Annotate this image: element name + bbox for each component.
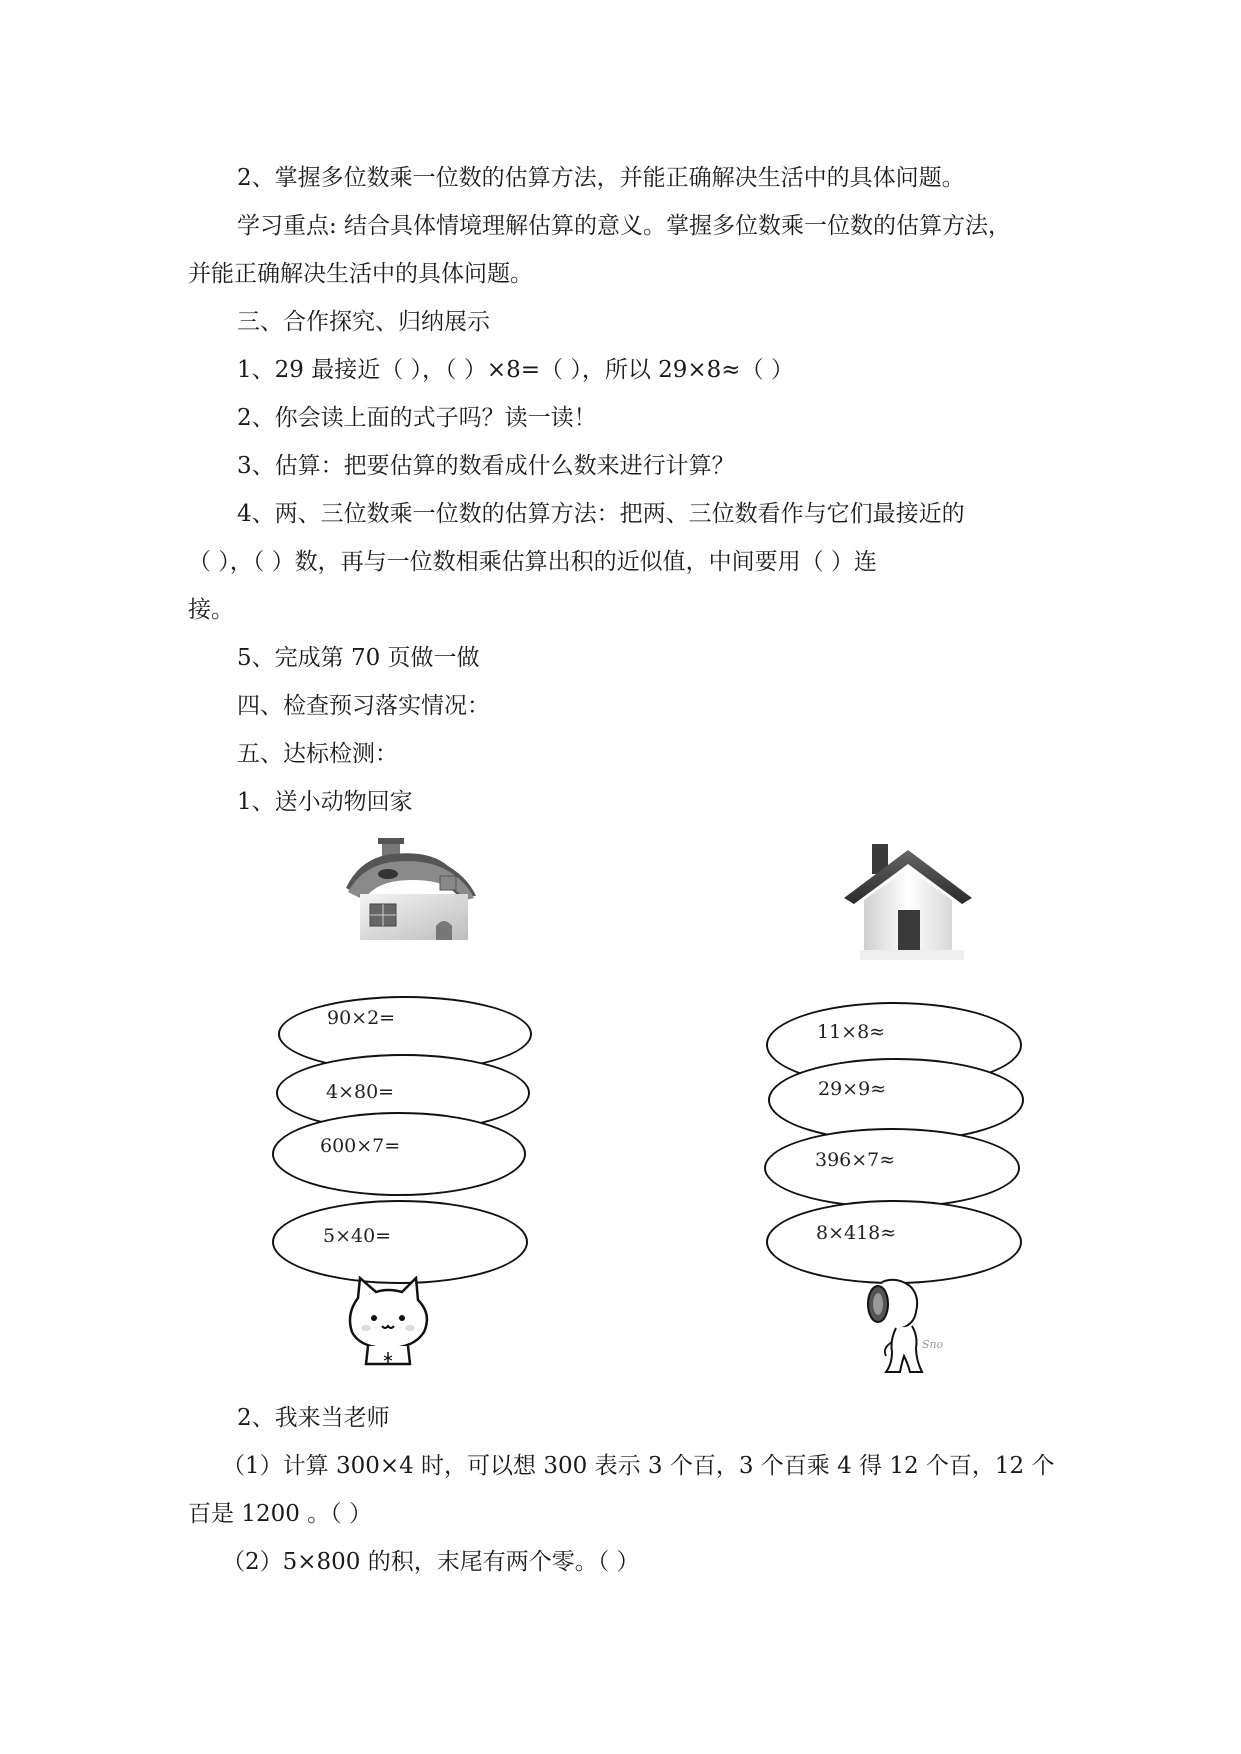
right-house-icon [842,842,982,967]
section-heading-4: 四、检查预习落实情况： [237,693,490,719]
left-expr-3: 600×7= [320,1135,401,1157]
text-line-6: 2、你会读上面的式子吗？读一读！ [237,405,597,431]
left-expr-2: 4×80= [326,1081,395,1103]
right-expr-2: 29×9≈ [818,1078,887,1100]
right-expr-1: 11×8≈ [817,1021,886,1043]
exercise-title-1: 1、送小动物回家 [237,789,413,815]
left-expr-4: 5×40= [323,1225,392,1247]
question-1-line-2: 百是 1200 。（ ） [188,1501,372,1527]
text-line-2: 学习重点: 结合具体情境理解估算的意义。掌握多位数乘一位数的估算方法， [237,213,1012,239]
dog-icon [856,1278,956,1376]
left-house-icon [340,836,485,946]
text-line-11: 5、完成第 70 页做一做 [237,645,480,671]
text-line-9: （ ），（ ）数，再与一位数相乘估算出积的近似值，中间要用（ ）连 [188,549,877,575]
text-line-8: 4、两、三位数乘一位数的估算方法：把两、三位数看作与它们最接近的 [237,501,965,527]
text-line-3: 并能正确解决生活中的具体问题。 [188,261,533,287]
section-heading-3: 三、合作探究、归纳展示 [237,309,490,335]
text-line-1: 2、掌握多位数乘一位数的估算方法，并能正确解决生活中的具体问题。 [237,165,965,191]
question-2: （2）5×800 的积，末尾有两个零。（ ） [222,1549,640,1575]
dog-label: Sno [922,1338,944,1351]
bunny-icon [344,1276,434,1368]
text-line-10: 接。 [188,597,234,623]
right-expr-3: 396×7≈ [815,1149,896,1171]
right-expr-4: 8×418≈ [816,1222,897,1244]
left-ellipse-4 [272,1200,528,1284]
exercise-title-2: 2、我来当老师 [237,1405,390,1431]
left-expr-1: 90×2= [327,1007,396,1029]
text-line-7: 3、估算：把要估算的数看成什么数来进行计算？ [237,453,735,479]
text-line-5: 1、29 最接近（ ），（ ）×8=（ ），所以 29×8≈（ ） [237,357,794,383]
section-heading-5: 五、达标检测： [237,741,398,767]
question-1-line-1: （1）计算 300×4 时，可以想 300 表示 3 个百，3 个百乘 4 得 12 个百，12 个 [222,1453,1055,1479]
